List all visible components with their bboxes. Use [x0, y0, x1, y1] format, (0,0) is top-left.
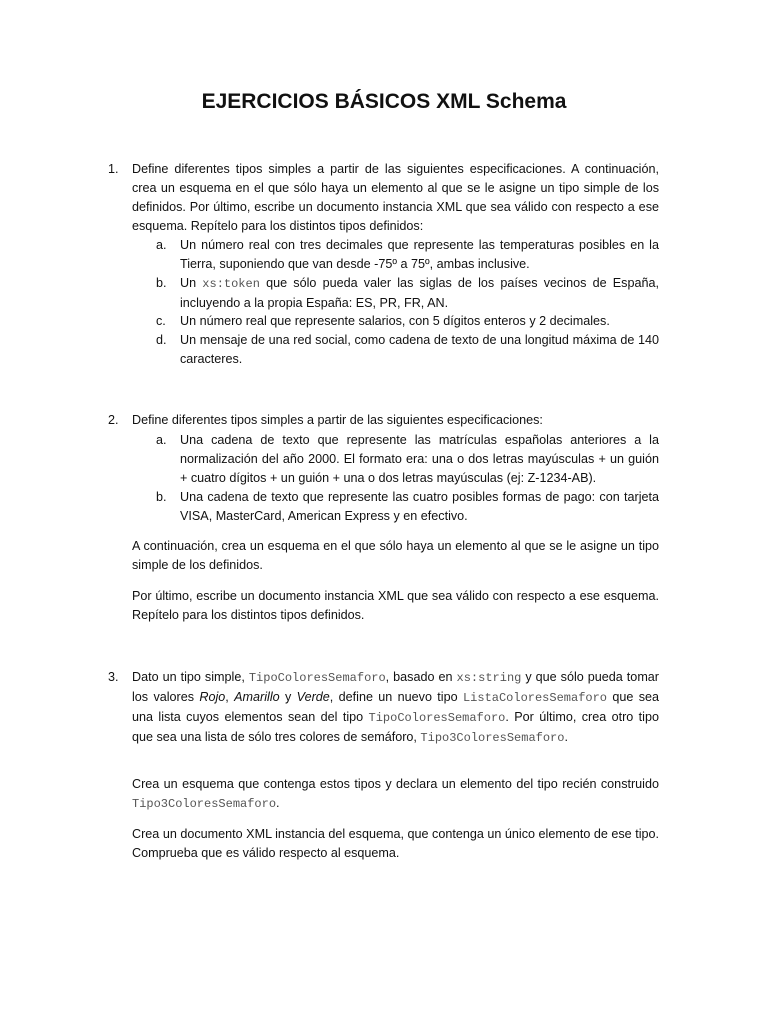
exercise-1c-letter: c. [156, 314, 166, 328]
exercise-1a-letter: a. [156, 238, 167, 252]
code-listacoloressemaforo: ListaColoresSemaforo [462, 691, 607, 705]
exercise-3-paragraph-3: Crea un documento XML instancia del esquema, que contenga un único elemento de ese tipo. Comprueba que es válido respecto al esquema. [132, 827, 659, 860]
exercise-1d-letter: d. [156, 333, 167, 347]
exercise-1-number: 1. [108, 162, 119, 176]
exercise-2a-letter: a. [156, 433, 167, 447]
code-xs-string: xs:string [456, 671, 522, 685]
exercise-3-paragraph-1: Dato un tipo simple, TipoColoresSemaforo, basado en xs:string y que sólo pueda tomar los valores Rojo, Amarillo y Verde, define un nuevo tipo ListaColoresSemaforo que sea una lista cuyos elementos sean del tipo TipoColoresSemaforo. Por último, crea otro tipo que sea una lista de sólo tres colores de semáforo, Tipo3ColoresSemaforo. [132, 670, 660, 745]
exercise-2-paragraph-1: A continuación, crea un esquema en el que sólo haya un elemento al que se le asigne un tipo simple de los definidos. [132, 539, 659, 572]
exercise-1a-text: Un número real con tres decimales que represente las temperaturas posibles en la Tierra, suponiendo que van desde -75º a 75º, ambas inclusive. [180, 238, 659, 271]
exercise-1d-text: Un mensaje de una red social, como cadena de texto de una longitud máxima de 140 caracteres. [180, 333, 659, 366]
exercise-1-intro: Define diferentes tipos simples a partir de las siguientes especificaciones. A continuación, crea un esquema en el que sólo haya un elemento al que se le asigne un tipo simple de los definidos. Por último, escribe un documento instancia XML que sea válido con respecto a ese esquema. Repítelo para los distintos tipos definidos: [132, 162, 659, 233]
exercise-2b-text: Una cadena de texto que represente las cuatro posibles formas de pago: con tarjeta VISA, MasterCard, American Express y en efectivo. [180, 490, 659, 523]
code-tipo3coloressemaforo: Tipo3ColoresSemaforo [132, 797, 277, 811]
exercise-1b-letter: b. [156, 276, 167, 290]
code-tipo3coloressemaforo: Tipo3ColoresSemaforo [420, 731, 565, 745]
exercise-1c-text: Un número real que represente salarios, con 5 dígitos enteros y 2 decimales. [180, 314, 610, 328]
exercise-2-intro: Define diferentes tipos simples a partir de las siguientes especificaciones: [132, 413, 543, 427]
document-title: EJERCICIOS BÁSICOS XML Schema [201, 90, 567, 113]
exercise-2-number: 2. [108, 413, 119, 427]
code-tipocoloressemaforo: TipoColoresSemaforo [248, 671, 386, 685]
code-tipocoloressemaforo: TipoColoresSemaforo [368, 711, 506, 725]
exercise-2-paragraph-2: Por último, escribe un documento instancia XML que sea válido con respecto a ese esquema. Repítelo para los distintos tipos definidos. [132, 589, 659, 622]
code-xs-token: xs:token [202, 277, 260, 291]
exercise-2b-letter: b. [156, 490, 167, 504]
exercise-1b-text: Un xs:token que sólo pueda valer las siglas de los países vecinos de España, incluyendo a la propia España: ES, PR, FR, AN. [180, 276, 659, 310]
exercise-2a-text: Una cadena de texto que represente las matrículas españolas anteriores a la normalización del año 2000. El formato era: una o dos letras mayúsculas + un guión + cuatro dígitos + un guión + una o dos letras mayúsculas (ej: Z-1234-AB). [180, 433, 659, 485]
exercise-3-paragraph-2: Crea un esquema que contenga estos tipos y declara un elemento del tipo recién construido Tipo3ColoresSemaforo. [132, 777, 659, 811]
exercise-3-number: 3. [108, 670, 119, 684]
